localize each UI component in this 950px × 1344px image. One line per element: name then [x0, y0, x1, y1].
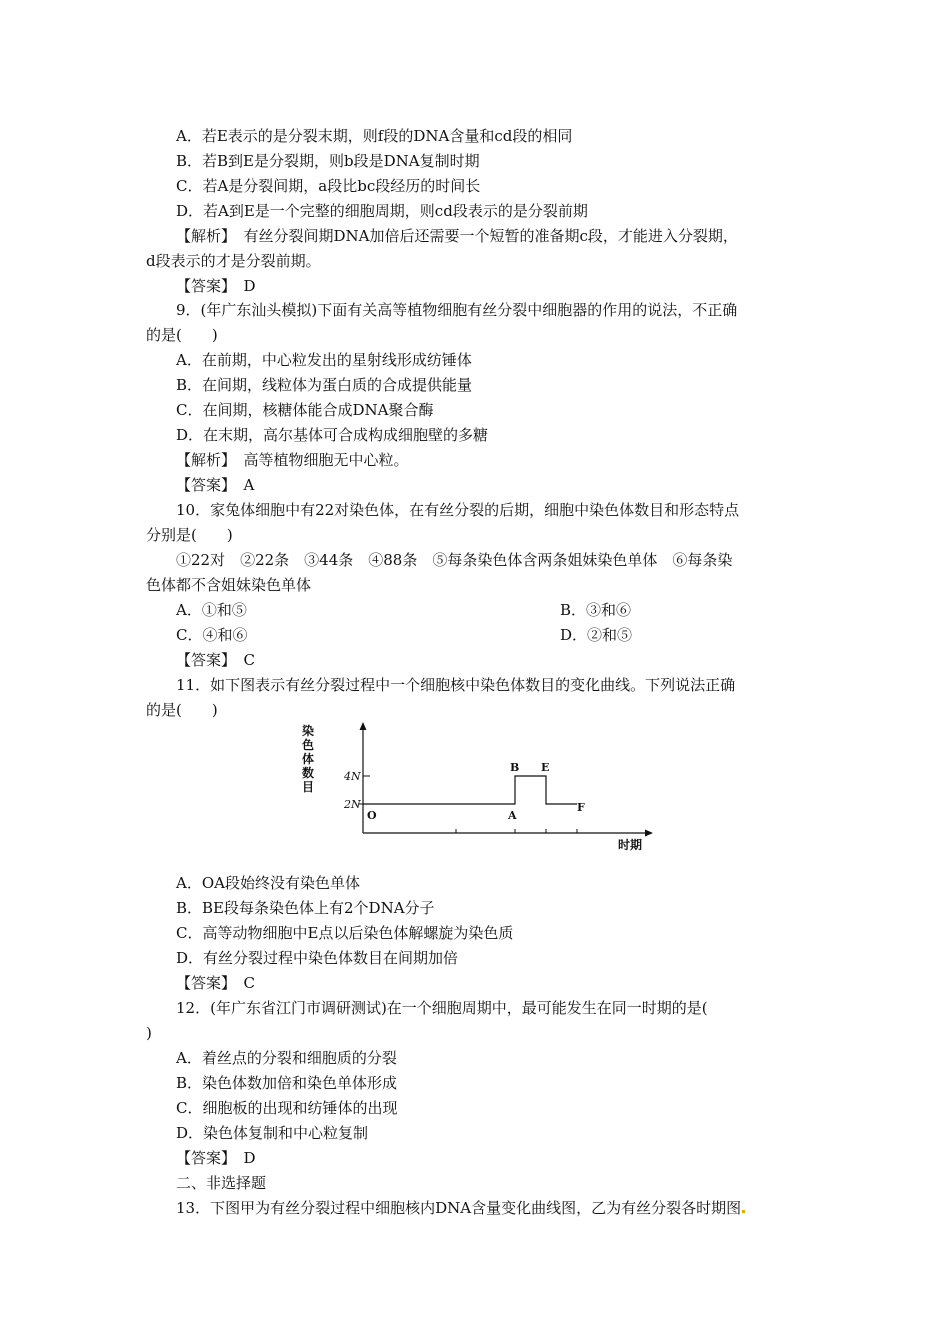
- q8-option-b: B．若B到E是分裂期，则b段是DNA复制时期: [176, 152, 480, 170]
- q12-option-d: D．染色体复制和中心粒复制: [176, 1124, 369, 1142]
- y-axis-label-char: 体: [302, 752, 315, 766]
- x-axis-label: 时期: [618, 838, 643, 852]
- q10-stem-line1: 10．家兔体细胞中有22对染色体，在有丝分裂的后期，细胞中染色体数目和形态特点: [176, 501, 740, 519]
- chromosome-curve: [363, 776, 577, 804]
- y-tick-label-4n: 4N: [344, 770, 361, 783]
- q12-option-a: A．着丝点的分裂和细胞质的分裂: [176, 1049, 397, 1067]
- q10-option-a: A．①和⑤: [176, 601, 247, 619]
- q9-answer: 【答案】 A: [176, 476, 255, 494]
- y-axis-label-char: 染: [302, 724, 315, 738]
- q9-option-b: B．在间期，线粒体为蛋白质的合成提供能量: [176, 376, 473, 394]
- q11-option-c: C．高等动物细胞中E点以后染色体解螺旋为染色质: [176, 924, 514, 942]
- point-label-f: F: [577, 801, 585, 814]
- q11-option-d: D．有丝分裂过程中染色体数目在间期加倍: [176, 949, 459, 967]
- q11-option-a: A．OA段始终没有染色单体: [176, 874, 360, 892]
- y-axis-label-char: 色: [302, 738, 315, 752]
- y-axis-label-char: 数: [302, 766, 315, 780]
- q9-analysis: 【解析】 高等植物细胞无中心粒。: [176, 451, 409, 469]
- q8-option-d: D．若A到E是一个完整的细胞周期，则cd段表示的是分裂前期: [176, 202, 588, 220]
- y-tick-label-2n: 2N: [344, 798, 361, 811]
- q10-items-line2: 色体都不含姐妹染色单体: [146, 576, 312, 594]
- q9-option-a: A．在前期，中心粒发出的星射线形成纺锤体: [176, 351, 472, 369]
- mark-dot: [742, 1210, 745, 1213]
- q9-stem-line2: 的是( ): [146, 326, 218, 344]
- q8-analysis-line1: 【解析】 有丝分裂间期DNA加倍后还需要一个短暂的准备期c段，才能进入分裂期，: [176, 227, 738, 245]
- chromosome-number-figure: [300, 718, 660, 858]
- point-label-a: A: [508, 809, 517, 822]
- q9-option-d: D．在末期，高尔基体可合成构成细胞壁的多糖: [176, 426, 489, 444]
- q8-option-a: A．若E表示的是分裂末期，则f段的DNA含量和cd段的相同: [176, 127, 573, 145]
- y-axis-arrow: [360, 722, 367, 730]
- q8-answer: 【答案】 D: [176, 277, 256, 295]
- point-label-e: E: [541, 761, 550, 774]
- q12-option-c: C．细胞板的出现和纺锤体的出现: [176, 1099, 398, 1117]
- q10-option-b: B．③和⑥: [560, 601, 632, 619]
- q11-option-b: B．BE段每条染色体上有2个DNA分子: [176, 899, 435, 917]
- point-label-b: B: [510, 761, 520, 774]
- q12-stem-line1: 12．(年广东省江门市调研测试)在一个细胞周期中，最可能发生在同一时期的是(: [176, 999, 708, 1017]
- q12-stem-line2: ): [146, 1024, 152, 1042]
- q9-stem-line1: 9．(年广东汕头模拟)下面有关高等植物细胞有丝分裂中细胞器的作用的说法，不正确: [176, 301, 738, 319]
- x-axis-arrow: [645, 830, 653, 837]
- q11-stem-line2: 的是( ): [146, 701, 218, 719]
- section-heading-nonchoice: 二、非选择题: [176, 1174, 267, 1192]
- q11-answer: 【答案】 C: [176, 974, 255, 992]
- q10-option-c: C．④和⑥: [176, 626, 248, 644]
- q13-stem-text: 13．下图甲为有丝分裂过程中细胞核内DNA含量变化曲线图，乙为有丝分裂各时期图: [176, 1199, 742, 1217]
- point-label-o: O: [367, 809, 377, 822]
- q8-option-c: C．若A是分裂间期，a段比bc段经历的时间长: [176, 177, 481, 195]
- q12-option-b: B．染色体数加倍和染色单体形成: [176, 1074, 398, 1092]
- q12-answer: 【答案】 D: [176, 1149, 256, 1167]
- y-axis-label-char: 目: [302, 780, 315, 794]
- q11-stem-line1: 11．如下图表示有丝分裂过程中一个细胞核中染色体数目的变化曲线。下列说法正确: [176, 676, 736, 694]
- q9-option-c: C．在间期，核糖体能合成DNA聚合酶: [176, 401, 434, 419]
- q10-items-line1: ①22对 ②22条 ③44条 ④88条 ⑤每条染色体含两条姐妹染色单体 ⑥每条染: [176, 551, 733, 569]
- q8-analysis-line2: d段表示的才是分裂前期。: [146, 252, 321, 270]
- q10-stem-line2: 分别是( ): [146, 526, 233, 544]
- q10-option-d: D．②和⑤: [560, 626, 633, 644]
- q10-answer: 【答案】 C: [176, 651, 255, 669]
- q13-stem-line1: [176, 1198, 745, 1218]
